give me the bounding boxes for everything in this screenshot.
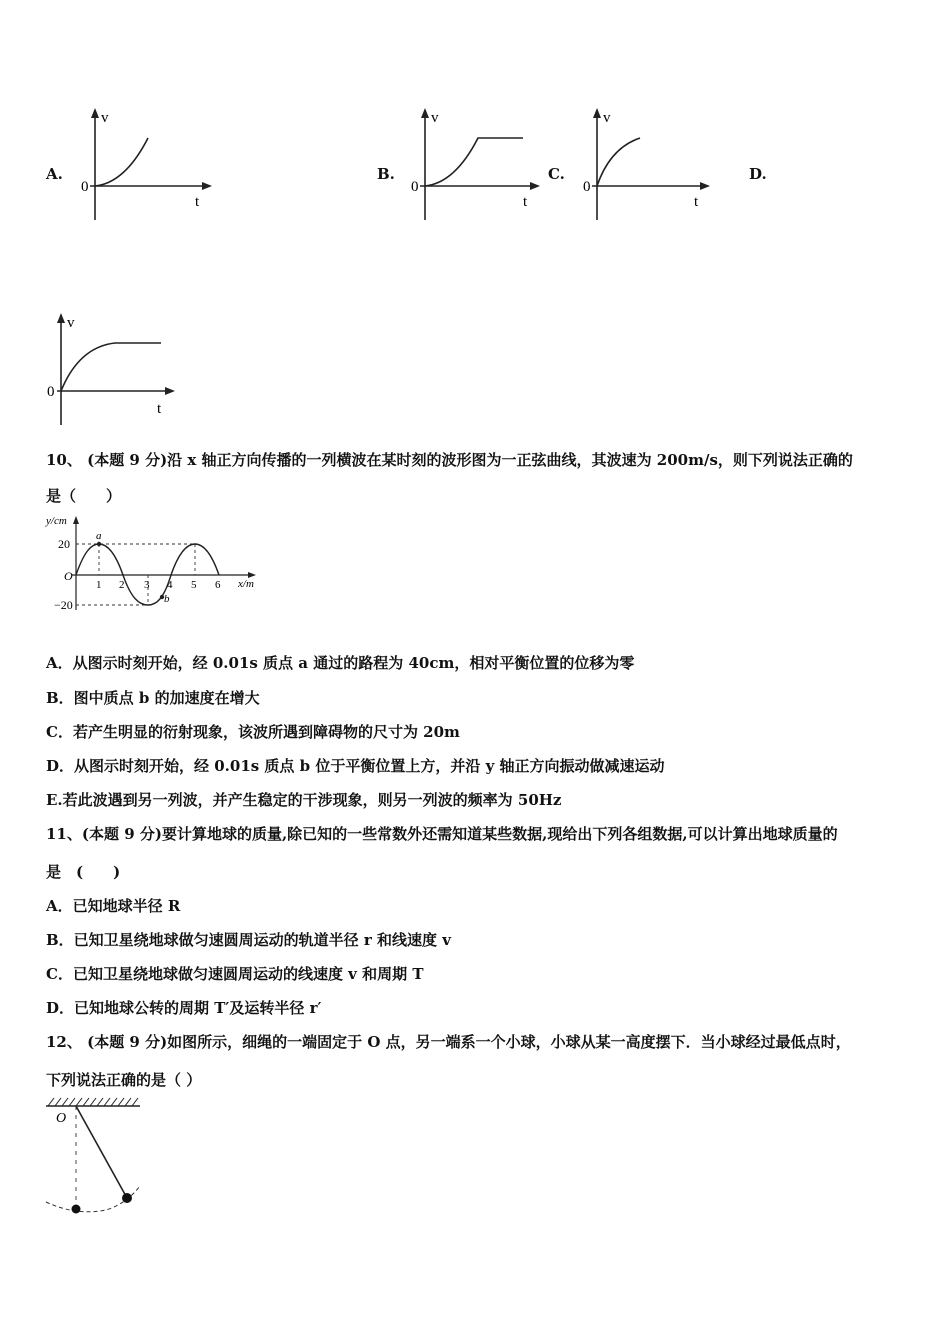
wave-x-tick: 6	[215, 579, 221, 591]
axis-origin-label: 0	[47, 384, 55, 400]
graph-c	[582, 108, 722, 223]
q11-option-a: A．已知地球半径 R	[46, 897, 181, 915]
option-a-label: A.	[46, 165, 63, 183]
wave-y-tick-20: 20	[58, 537, 70, 551]
wave-x-tick: 3	[144, 579, 150, 591]
q11-stem-line1: 11、(本题 9 分)要计算地球的质量,除已知的一些常数外还需知道某些数据,现给出下列各组数据,可以计算出地球质量的	[46, 825, 838, 843]
axis-origin-label: 0	[81, 179, 89, 195]
axis-v-label: v	[603, 110, 611, 126]
wave-y-tick-neg20: −20	[54, 598, 73, 612]
axis-t-label: t	[195, 194, 200, 210]
wave-x-tick: 2	[119, 579, 125, 591]
graph-a	[80, 108, 220, 223]
wave-x-label: x/m	[238, 578, 254, 590]
point-a-dot	[97, 542, 101, 546]
q12-stem-line2: 下列说法正确的是（ ）	[46, 1071, 202, 1089]
ball-lowest	[72, 1205, 81, 1214]
wave-figure	[44, 510, 264, 615]
graph-d	[45, 313, 185, 428]
q11-option-c: C．已知卫星绕地球做匀速圆周运动的线速度 v 和周期 T	[46, 965, 424, 983]
axis-t-label: t	[157, 401, 162, 417]
q10-stem-line2: 是（ ）	[46, 487, 122, 505]
graph-b	[410, 108, 550, 223]
wave-origin: O	[64, 569, 73, 583]
q10-option-e: E.若此波遇到另一列波，并产生稳定的干涉现象，则另一列波的频率为 50Hz	[46, 791, 562, 809]
q10-option-c: C．若产生明显的衍射现象，该波所遇到障碍物的尺寸为 20m	[46, 723, 460, 741]
q11-option-b: B．已知卫星绕地球做匀速圆周运动的轨道半径 r 和线速度 v	[46, 931, 451, 949]
axis-t-label: t	[694, 194, 699, 210]
wave-x-tick: 1	[96, 579, 102, 591]
axis-origin-label: 0	[411, 179, 419, 195]
ball-swinging	[122, 1193, 132, 1203]
wave-point-a: a	[96, 530, 102, 542]
q10-option-b: B．图中质点 b 的加速度在增大	[46, 689, 260, 707]
q10-stem-line1: 10、 (本题 9 分)沿 x 轴正方向传播的一列横波在某时刻的波形图为一正弦曲线，其波速为 200m/s，则下列说法正确的	[46, 451, 853, 469]
option-b-label: B.	[377, 165, 395, 183]
option-d-label: D.	[749, 165, 767, 183]
wave-x-tick: 5	[191, 579, 197, 591]
q10-option-a: A．从图示时刻开始，经 0.01s 质点 a 通过的路程为 40cm，相对平衡位置的位移为零	[46, 654, 635, 672]
axis-t-label: t	[523, 194, 528, 210]
wave-x-tick: 4	[167, 579, 173, 591]
option-c-label: C.	[548, 165, 565, 183]
q11-stem-line2: 是 ( )	[46, 863, 121, 881]
axis-origin-label: 0	[583, 179, 591, 195]
pivot-label: O	[56, 1111, 67, 1126]
wave-point-b: b	[164, 593, 170, 605]
wave-y-label: y/cm	[46, 515, 67, 527]
q10-option-d: D．从图示时刻开始，经 0.01s 质点 b 位于平衡位置上方，并沿 y 轴正方向振动做减速运动	[46, 757, 665, 775]
pendulum-figure	[42, 1094, 152, 1219]
q11-option-d: D．已知地球公转的周期 T′及运转半径 r′	[46, 999, 322, 1017]
axis-v-label: v	[431, 110, 439, 126]
q12-stem-line1: 12、 (本题 9 分)如图所示，细绳的一端固定于 O 点，另一端系一个小球，小球从某一高度摆下．当小球经过最低点时，	[46, 1033, 851, 1051]
axis-v-label: v	[67, 315, 75, 331]
axis-v-label: v	[101, 110, 109, 126]
